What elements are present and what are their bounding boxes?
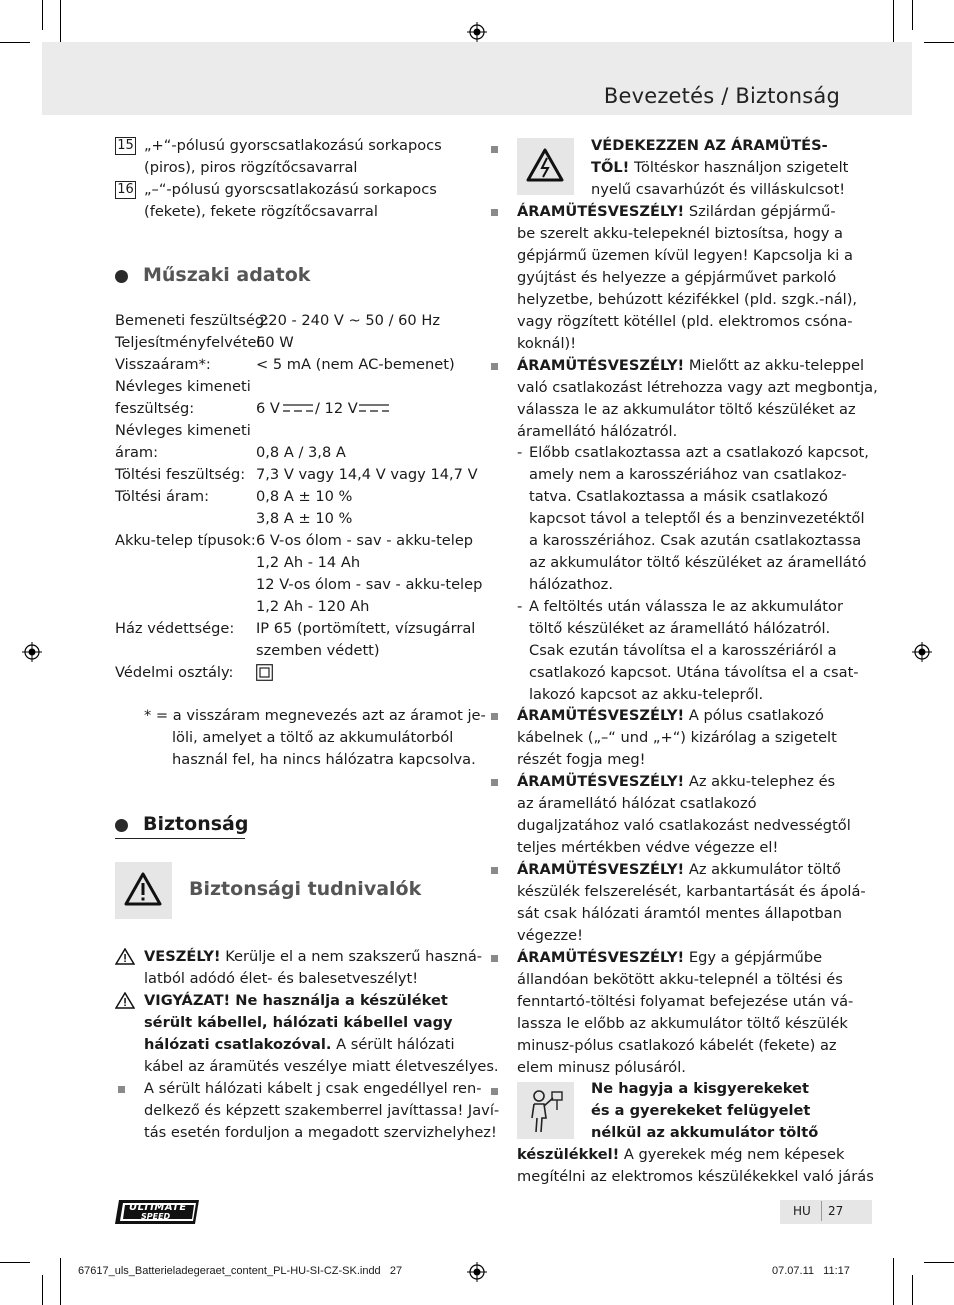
paragraph-line: helyzetbe, behúzott kézifékkel (pld. szgk.-nál),: [517, 291, 858, 308]
shock-protect-line: VÉDEKEZZEN AZ ÁRAMÜTÉS-: [591, 137, 828, 154]
child-warning-line: nélkül az akkumulátor töltő: [591, 1124, 819, 1141]
paragraph-line: sát csak hálózati áramtól mentes állapotban: [517, 905, 842, 922]
protection-class-icon: [256, 664, 273, 681]
tech-row-label: Bemeneti feszültség:: [115, 312, 269, 329]
tech-row-value: 3,8 A ± 10 %: [256, 510, 353, 527]
child-icon: [525, 1088, 567, 1134]
tech-row-label: Teljesítményfelvétel:: [115, 334, 266, 351]
crop-mark: [893, 0, 894, 48]
part-number-box: 15: [115, 137, 136, 155]
shock-protect-line: [591, 157, 848, 179]
tech-row-value: 220 - 240 V ~ 50 / 60 Hz: [259, 312, 440, 329]
heading-bullet-icon: [115, 819, 128, 832]
footnote-line: löli, amelyet a töltő az akkumulátorból: [172, 729, 454, 746]
footnote-line: * = a visszáram megnevezés azt az áramot je-: [144, 707, 486, 724]
section-heading-safety: Biztonság: [143, 813, 249, 835]
caution-line: kábel az áramütés veszélye miatt életveszélyes.: [144, 1058, 499, 1075]
square-bullet-icon: [491, 363, 498, 370]
crop-mark: [893, 1258, 894, 1305]
part-number-box: 16: [115, 181, 136, 199]
language-code: HU: [793, 1204, 811, 1218]
caution-line: sérült kábellel, hálózati kábellel vagy: [144, 1014, 453, 1031]
paragraph-line: gépjármű üzemen kívül legyen! Kapcsolja ki a: [517, 247, 853, 264]
dash-item-line: csatlakozó kapcsot. Utána távolítsa el a csat-: [529, 664, 859, 681]
paragraph-line: vagy rögzített kötéllel (pld. elektromos csóna-: [517, 313, 853, 330]
tech-row-value: 60 W: [256, 334, 294, 351]
tech-row-label: áram:: [115, 444, 159, 461]
paragraph-line: [517, 705, 824, 727]
tech-row-value: 0,8 A / 3,8 A: [256, 444, 346, 461]
warning-triangle-icon: [115, 948, 135, 965]
electric-warning-icon-box: [517, 138, 574, 195]
tech-row-value: 1,2 Ah - 120 Ah: [256, 598, 370, 615]
square-bullet-icon: [491, 146, 498, 153]
paragraph-text: Mielőtt az akku-teleppel: [684, 357, 864, 374]
repair-line: delkező és képzett szakemberrel javíttassa! Javí-: [144, 1102, 500, 1119]
child-warning-bold: készülékkel!: [517, 1146, 620, 1163]
paragraph-line: be szerelt akku-telepeknél biztosítsa, hogy a: [517, 225, 843, 242]
tech-row-value: 12 V-os ólom - sav - akku-telep: [256, 576, 483, 593]
dash-item-line: amely nem a karosszériához van csatlakoz-: [529, 466, 847, 483]
paragraph-text: Szilárdan gépjármű-: [684, 203, 836, 220]
paragraph-line: [517, 771, 835, 793]
square-bullet-icon: [118, 1086, 125, 1093]
danger-text: Kerülje el a nem szakszerű haszná-: [220, 948, 483, 965]
danger-line: [144, 946, 482, 968]
brand-logo: [115, 1198, 207, 1226]
warning-label: ÁRAMÜTÉSVESZÉLY!: [517, 357, 685, 374]
shock-protect-line: nyelű csavarhúzót és villáskulcsot!: [591, 181, 846, 198]
child-warning-icon-box: [517, 1082, 574, 1139]
tech-row-label: Akku-telep típusok:: [115, 532, 256, 549]
paragraph-text: A pólus csatlakozó: [684, 707, 824, 724]
paragraph-line: végezze!: [517, 927, 584, 944]
paragraph-line: dugaljzatához való csatlakozást nedvességtől: [517, 817, 851, 834]
paragraph-line: kábelnek („–“ und „+“) kizárólag a szigetelt: [517, 729, 837, 746]
child-warning-line: megítélni az elektromos készülékekkel való járás: [517, 1168, 874, 1185]
tech-row-value: < 5 mA (nem AC-bemenet): [256, 356, 455, 373]
paragraph-line: [517, 859, 841, 881]
section-heading-tech: Műszaki adatok: [143, 264, 311, 286]
part-text: „–“-pólusú gyorscsatlakozású sorkapocs: [144, 181, 437, 198]
dash-item-line: a karosszériához. Csak azután csatlakoztassa: [529, 532, 862, 549]
tech-row-value: / 12 V: [315, 400, 358, 417]
dash-item-line: kapcsot távol a teleptől és a benzinvezetéktől: [529, 510, 865, 527]
warning-label: ÁRAMÜTÉSVESZÉLY!: [517, 707, 685, 724]
shock-protect-bold: TŐL!: [591, 159, 630, 176]
crop-mark: [924, 1262, 954, 1263]
danger-label: VESZÉLY!: [144, 948, 221, 965]
tech-row-label: Visszaáram*:: [115, 356, 211, 373]
square-bullet-icon: [491, 209, 498, 216]
tech-row-label: Ház védettsége:: [115, 620, 235, 637]
paragraph-line: részét fogja meg!: [517, 751, 646, 768]
square-bullet-icon: [491, 955, 498, 962]
tech-row-value: IP 65 (portömített, vízsugárral: [256, 620, 476, 637]
paragraph-line: elem minusz pólusáról.: [517, 1059, 686, 1076]
paragraph-text: Az akku-telephez és: [684, 773, 836, 790]
caution-text: A sérült hálózati: [331, 1036, 455, 1053]
crop-mark: [42, 0, 43, 30]
print-filename: 67617_uls_Batterieladegeraet_content_PL-HU-SI-CZ-SK.indd 27: [78, 1265, 403, 1277]
tech-row-label: Töltési áram:: [115, 488, 210, 505]
dash-item-line: töltő készüléket az áramellátó hálózatról.: [529, 620, 831, 637]
dash-item-line: tatva. Csatlakoztassa a másik csatlakozó: [529, 488, 828, 505]
electric-shock-icon: [526, 148, 564, 182]
square-bullet-icon: [491, 779, 498, 786]
dash-item-line: Csak ezután távolítsa el a karosszériáról a: [529, 642, 837, 659]
tech-row-value: 6 V-os ólom - sav - akku-telep: [256, 532, 474, 549]
crop-mark: [0, 42, 30, 43]
child-warning-line: és a gyerekeket felügyelet: [591, 1102, 811, 1119]
square-bullet-icon: [491, 713, 498, 720]
tech-row-label: feszültség:: [115, 400, 195, 417]
footnote-line: használ fel, ha nincs hálózatra kapcsolva.: [172, 751, 476, 768]
warning-triangle-icon: [124, 872, 162, 906]
tech-row-label: Töltési feszültség:: [115, 466, 246, 483]
registration-mark-icon: [912, 642, 932, 662]
paragraph-line: [517, 201, 836, 223]
paragraph-text: Egy a gépjárműbe: [684, 949, 823, 966]
crop-mark: [0, 1262, 30, 1263]
tech-row-value: 0,8 A ± 10 %: [256, 488, 353, 505]
warning-label: ÁRAMÜTÉSVESZÉLY!: [517, 861, 685, 878]
child-warning-line: Ne hagyja a kisgyerekeket: [591, 1080, 809, 1097]
paragraph-line: gyújtást és helyezze a gépjárművet parkoló: [517, 269, 837, 286]
warning-label: ÁRAMÜTÉSVESZÉLY!: [517, 773, 685, 790]
dash-item-line: Előbb csatlakoztassa azt a csatlakozó kapcsot,: [529, 444, 869, 461]
warning-icon-box: [115, 862, 172, 919]
child-warning-line: [517, 1144, 844, 1166]
dash-bullet-icon: -: [517, 444, 523, 461]
crop-mark: [60, 0, 61, 48]
paragraph-line: az áramellátó hálózat csatlakozó: [517, 795, 757, 812]
danger-line: latból adódó élet- és balesetveszélyt!: [144, 970, 419, 987]
paragraph-line: [517, 355, 864, 377]
logo-text: ULTIMATE: [129, 1202, 187, 1213]
caution-bold: hálózati csatlakozóval.: [144, 1036, 332, 1053]
warning-triangle-icon: [115, 992, 135, 1009]
registration-mark-icon: [22, 642, 42, 662]
crop-mark: [60, 1258, 61, 1305]
heading-bullet-icon: [115, 270, 128, 283]
child-warning-text: A gyerekek még nem képesek: [619, 1146, 845, 1163]
paragraph-line: készülék felszerelését, karbantartását és ápolá-: [517, 883, 866, 900]
part-text: „+“-pólusú gyorscsatlakozású sorkapocs: [144, 137, 442, 154]
print-date: 07.07.11 11:17: [772, 1265, 850, 1277]
paragraph-line: áramellátó hálózatról.: [517, 423, 678, 440]
paragraph-line: fenntartó-töltési folyamat befejezése után vá-: [517, 993, 854, 1010]
tech-row-label: Névleges kimeneti: [115, 378, 251, 395]
tech-row-value: 6 V: [256, 400, 280, 417]
crop-mark: [912, 1275, 913, 1305]
tech-row-label: Névleges kimeneti: [115, 422, 251, 439]
dash-item-line: hálózathoz.: [529, 576, 613, 593]
warning-label: ÁRAMÜTÉSVESZÉLY!: [517, 203, 685, 220]
dc-symbol-icon: [359, 402, 389, 414]
caution-line: VIGYÁZAT! Ne használja a készüléket: [144, 992, 448, 1009]
square-bullet-icon: [491, 867, 498, 874]
shock-protect-text: Töltéskor használjon szigetelt: [629, 159, 849, 176]
crop-mark: [924, 42, 954, 43]
tech-row-value: 7,3 V vagy 14,4 V vagy 14,7 V: [256, 466, 478, 483]
tech-row-label: Védelmi osztály:: [115, 664, 234, 681]
heading-underline: [115, 838, 245, 839]
logo-text: SPEED: [141, 1212, 171, 1221]
repair-line: tás esetén forduljon a megadott szervizhelyhez!: [144, 1124, 497, 1141]
registration-mark-icon: [467, 22, 487, 42]
paragraph-line: koknál)!: [517, 335, 577, 352]
paragraph-line: válassza le az akkumulátor töltő készüléket az: [517, 401, 856, 418]
dash-bullet-icon: -: [517, 598, 523, 615]
paragraph-line: teljes mértékben védve végezze el!: [517, 839, 779, 856]
part-text: (piros), piros rögzítőcsavarral: [144, 159, 358, 176]
page-title: Bevezetés / Biztonság: [603, 84, 840, 108]
page-number: 27: [828, 1204, 844, 1218]
dash-item-line: lakozó kapcsot az akku-telepről.: [529, 686, 764, 703]
warning-label: ÁRAMÜTÉSVESZÉLY!: [517, 949, 685, 966]
paragraph-text: Az akkumulátor töltő: [684, 861, 841, 878]
square-bullet-icon: [491, 1088, 498, 1095]
crop-mark: [42, 1275, 43, 1305]
dc-symbol-icon: [283, 402, 313, 414]
paragraph-line: [517, 947, 822, 969]
footer-divider: [821, 1201, 822, 1221]
registration-mark-icon: [467, 1262, 487, 1282]
part-text: (fekete), fekete rögzítőcsavarral: [144, 203, 378, 220]
crop-mark: [912, 0, 913, 30]
tech-row-value: szemben védett): [256, 642, 380, 659]
dash-item-line: A feltöltés után válassza le az akkumulátor: [529, 598, 843, 615]
dash-item-line: az akkumulátor töltő készüléket az áramellátó: [529, 554, 867, 571]
paragraph-line: lassza le előbb az akkumulátor töltő készülék: [517, 1015, 848, 1032]
tech-row-value: 1,2 Ah - 14 Ah: [256, 554, 361, 571]
paragraph-line: állandóan bekötött akku-telepnél a töltési és: [517, 971, 843, 988]
caution-line: [144, 1034, 455, 1056]
subheading-safety-notes: Biztonsági tudnivalók: [189, 878, 422, 900]
paragraph-line: minusz-pólus csatlakozó kábelét (fekete) az: [517, 1037, 837, 1054]
repair-line: A sérült hálózati kábelt j csak engedéllyel ren-: [144, 1080, 482, 1097]
paragraph-line: való csatlakozást létrehozza vagy azt megbontja,: [517, 379, 878, 396]
